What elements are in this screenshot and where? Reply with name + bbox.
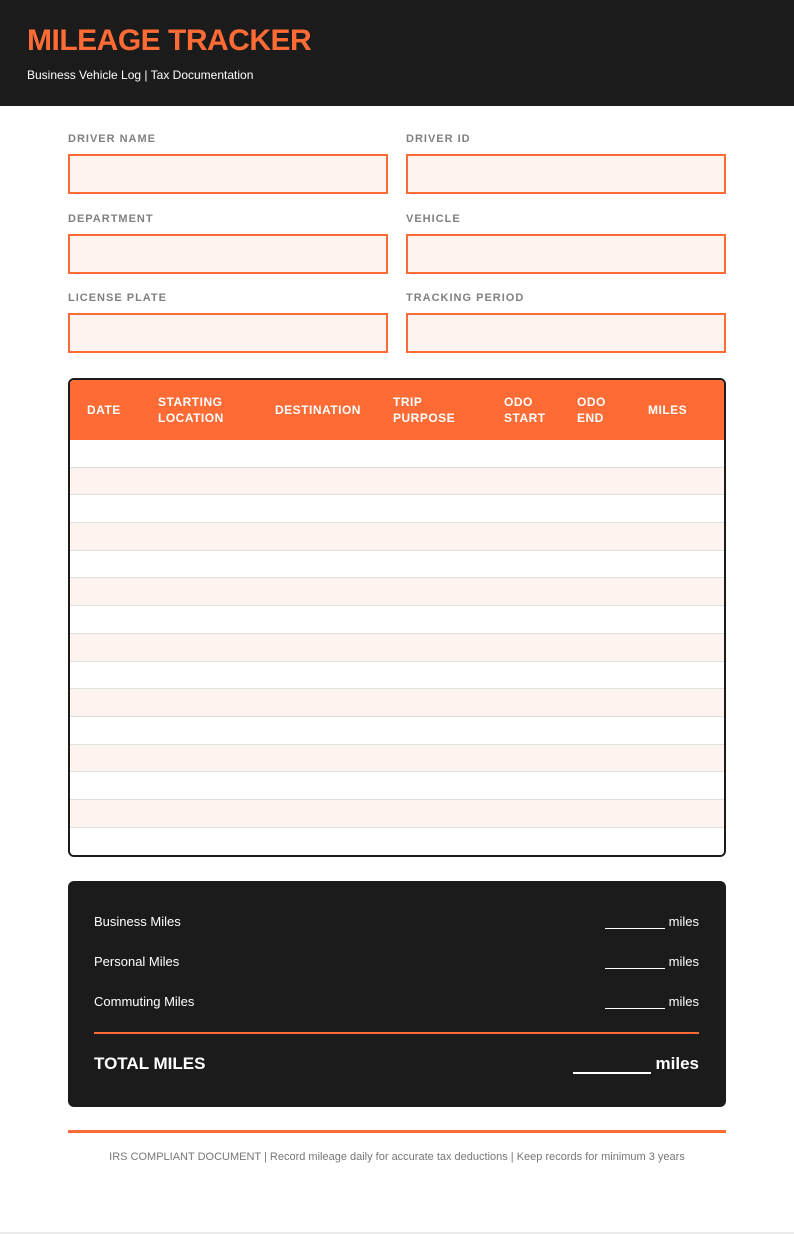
driver-id-input[interactable] xyxy=(408,156,724,192)
license-plate-field-group xyxy=(68,291,388,353)
commuting-miles-unit: miles xyxy=(668,993,699,1009)
commuting-miles-blank[interactable] xyxy=(605,996,665,1009)
table-row[interactable] xyxy=(70,662,724,690)
column-header-destination: DESTINATION xyxy=(275,403,361,417)
vehicle-label: VEHICLE xyxy=(406,213,461,225)
personal-miles-label: Personal Miles xyxy=(94,953,180,969)
tracking-period-input[interactable] xyxy=(408,315,724,351)
table-row[interactable] xyxy=(70,717,724,745)
driver-id-field-group xyxy=(406,132,726,194)
driver-name-input[interactable] xyxy=(70,156,386,192)
total-miles-unit: miles xyxy=(655,1054,699,1073)
table-header xyxy=(70,380,724,440)
vehicle-field-group xyxy=(406,212,726,274)
table-row[interactable] xyxy=(70,578,724,606)
tracking-period-label: TRACKING PERIOD xyxy=(406,292,525,304)
table-row[interactable] xyxy=(70,772,724,800)
page-title: MILEAGE TRACKER xyxy=(27,24,312,57)
table-row[interactable] xyxy=(70,495,724,523)
table-row[interactable] xyxy=(70,634,724,662)
table-row[interactable] xyxy=(70,468,724,496)
table-row[interactable] xyxy=(70,440,724,468)
driver-name-label: DRIVER NAME xyxy=(68,133,157,145)
page-subtitle: Business Vehicle Log | Tax Documentation xyxy=(27,68,254,82)
business-miles-row xyxy=(94,911,699,931)
tracking-period-field-group xyxy=(406,291,726,353)
column-header-odo-end: ODO END xyxy=(577,395,606,425)
table-row[interactable] xyxy=(70,800,724,828)
license-plate-label: LICENSE PLATE xyxy=(68,292,167,304)
table-row[interactable] xyxy=(70,551,724,579)
driver-id-label: DRIVER ID xyxy=(406,133,471,145)
business-miles-unit: miles xyxy=(668,913,699,929)
total-miles-row xyxy=(94,1052,699,1076)
department-input[interactable] xyxy=(70,236,386,272)
personal-miles-blank[interactable] xyxy=(605,956,665,969)
mileage-log-table xyxy=(68,378,726,857)
table-body xyxy=(70,440,724,855)
column-header-odo-start: ODO START xyxy=(504,395,546,425)
commuting-miles-label: Commuting Miles xyxy=(94,993,195,1009)
driver-name-field-group xyxy=(68,132,388,194)
business-miles-blank[interactable] xyxy=(605,916,665,929)
vehicle-input[interactable] xyxy=(408,236,724,272)
department-field-group xyxy=(68,212,388,274)
department-label: DEPARTMENT xyxy=(68,213,154,225)
commuting-miles-row xyxy=(94,991,699,1011)
column-header-miles: MILES xyxy=(648,403,688,417)
mileage-summary-panel xyxy=(68,881,726,1107)
column-header-starting-location: STARTING LOCATION xyxy=(158,395,224,425)
table-row[interactable] xyxy=(70,828,724,856)
column-header-trip-purpose: TRIP PURPOSE xyxy=(393,395,456,425)
personal-miles-unit: miles xyxy=(668,953,699,969)
total-miles-blank[interactable] xyxy=(573,1058,651,1074)
table-row[interactable] xyxy=(70,745,724,773)
table-row[interactable] xyxy=(70,523,724,551)
column-header-date: DATE xyxy=(87,403,121,417)
business-miles-label: Business Miles xyxy=(94,913,181,929)
footer-divider xyxy=(68,1130,726,1133)
table-row[interactable] xyxy=(70,606,724,634)
table-row[interactable] xyxy=(70,689,724,717)
footer-note: IRS COMPLIANT DOCUMENT | Record mileage daily for accurate tax deductions | Keep records for minimum 3 years xyxy=(109,1151,685,1163)
page-header xyxy=(0,0,794,106)
license-plate-input[interactable] xyxy=(70,315,386,351)
summary-divider xyxy=(94,1032,699,1034)
personal-miles-row xyxy=(94,951,699,971)
total-miles-label: TOTAL MILES xyxy=(94,1054,206,1073)
